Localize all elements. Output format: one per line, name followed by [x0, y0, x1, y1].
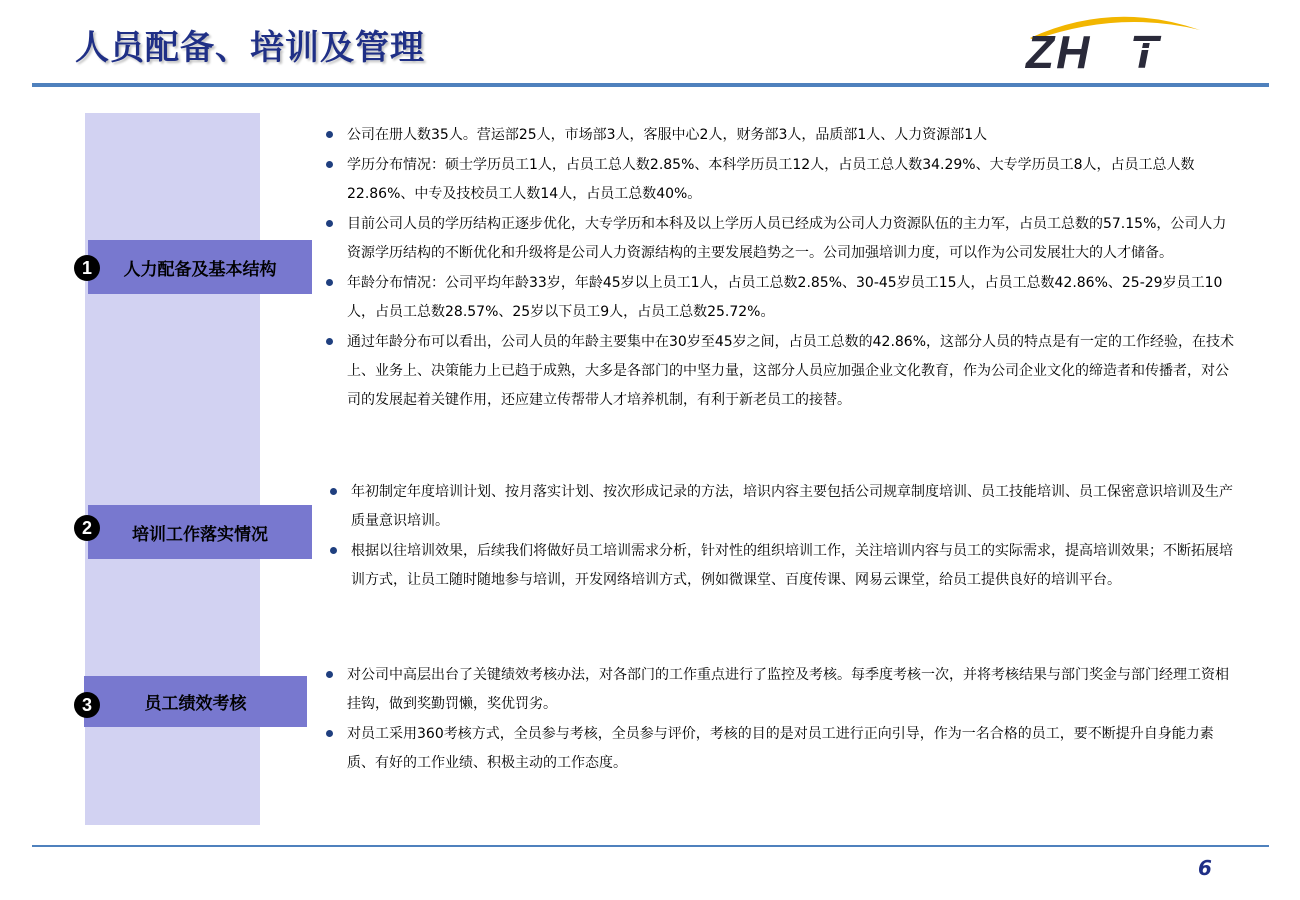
number-one-icon: 1: [74, 255, 100, 281]
list-item: 学历分布情况：硕士学历员工1人，占员工总人数2.85%、本科学历员工12人，占员工总人数34.29%、大专学历员工8人，占员工总人数22.86%、中专及技校员工人数14人，占员工总数40%。: [347, 151, 1240, 209]
bullet-icon: [326, 730, 333, 737]
bullet-icon: [326, 161, 333, 168]
bullet-icon: [326, 131, 333, 138]
bullet-icon: [330, 547, 337, 554]
section-2-bullets: [351, 478, 1240, 596]
svg-text:T: T: [1130, 26, 1159, 74]
list-item: 公司在册人数35人。营运部25人，市场部3人，客服中心2人，财务部3人，品质部1人、人力资源部1人: [347, 121, 1240, 150]
list-item: 年初制定年度培训计划、按月落实计划、按次形成记录的方法，培识内容主要包括公司规章制度培训、员工技能培训、员工保密意识培训及生产质量意识培训。: [351, 478, 1240, 536]
list-item: 目前公司人员的学历结构正逐步优化，大专学历和本科及以上学历人员已经成为公司人力资源队伍的主力军，占员工总数的57.15%，公司人力资源学历结构的不断优化和升级将是公司人力资源结构的主要发展趋势之一。公司加强培训力度，可以作为公司发展壮大的人才储备。: [347, 210, 1240, 268]
bullet-icon: [330, 488, 337, 495]
logo-text: ZH: [1026, 26, 1092, 74]
section-3-bullets: [347, 661, 1240, 779]
bullet-icon: [326, 279, 333, 286]
section-label-text: 员工绩效考核: [144, 694, 247, 714]
section-label-text: 人力配备及基本结构: [123, 259, 277, 280]
section-label-performance: [84, 676, 307, 727]
number-three-icon: 3: [74, 692, 100, 718]
bullet-icon: [326, 338, 333, 345]
section-label-text: 培训工作落实情况: [132, 524, 268, 545]
header-rule: [32, 83, 1269, 87]
zht-logo: [1018, 8, 1208, 74]
bullet-icon: [326, 671, 333, 678]
bullet-icon: [326, 220, 333, 227]
list-item: 通过年龄分布可以看出，公司人员的年龄主要集中在30岁至45岁之间，占员工总数的42.86%，这部分人员的特点是有一定的工作经验，在技术上、业务上、决策能力上已趋于成熟，大多是各部门的中坚力量，这部分人员应加强企业文化教育，作为公司企业文化的缔造者和传播者，对公司的发展起着关键作用，还应建立传帮带人才培养机制，有利于新老员工的接替。: [347, 328, 1240, 415]
list-item: 对员工采用360考核方式，全员参与考核，全员参与评价，考核的目的是对员工进行正向引导，作为一名合格的员工，要不断提升自身能力素质、有好的工作业绩、积极主动的工作态度。: [347, 720, 1240, 778]
number-two-icon: 2: [74, 515, 100, 541]
section-label-training: [88, 505, 312, 559]
list-item: 根据以往培训效果，后续我们将做好员工培训需求分析，针对性的组织培训工作，关注培训内容与员工的实际需求，提高培训效果；不断拓展培训方式，让员工随时随地参与培训，开发网络培训方式，例如微课堂、百度传课、网易云课堂，给员工提供良好的培训平台。: [351, 537, 1240, 595]
page-number: 6: [1198, 856, 1212, 880]
list-item: 对公司中高层出台了关键绩效考核办法，对各部门的工作重点进行了监控及考核。每季度考核一次，并将考核结果与部门奖金与部门经理工资相挂钩，做到奖勤罚懒，奖优罚劣。: [347, 661, 1240, 719]
page-title: 人员配备、培训及管理: [75, 28, 425, 68]
section-label-staffing: [88, 240, 312, 294]
list-item: 年龄分布情况：公司平均年龄33岁，年龄45岁以上员工1人，占员工总数2.85%、30-45岁员工15人，占员工总数42.86%、25-29岁员工10人，占员工总数28.57%、25岁以下员工9人，占员工总数25.72%。: [347, 269, 1240, 327]
section-1-bullets: [347, 121, 1240, 416]
footer-rule: [32, 845, 1269, 847]
